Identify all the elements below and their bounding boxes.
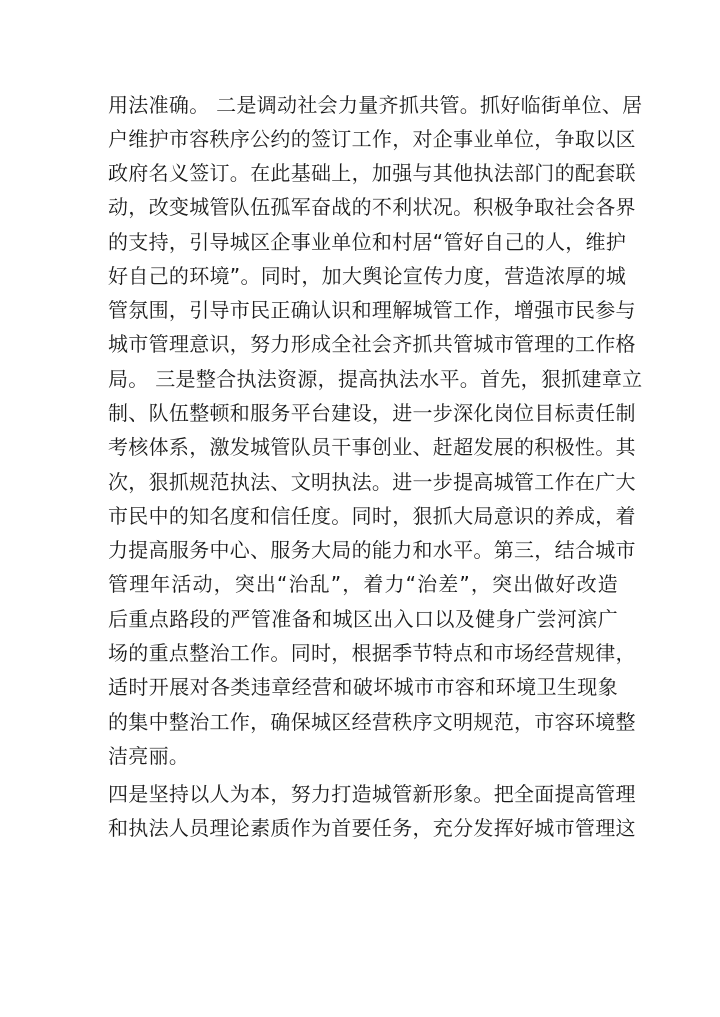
text-line: 的支持，引导城区企事业单位和村居“管好自己的人，维护 (108, 230, 627, 254)
text-line: 适时开展对各类违章经营和破坏城市市容和环境卫生现象 (108, 675, 618, 699)
text-line: 四是坚持以人为本，努力打造城管新形象。把全面提高管理 (108, 782, 636, 806)
text-line: 制、队伍整顿和服务平台建设，进一步深化岗位目标责任制 (108, 401, 636, 425)
text-line: 管理年活动，突出“治乱”，着力“治差”，突出做好改造 (108, 572, 618, 596)
text-line: 的集中整治工作，确保城区经营秩序文明规范，市容环境整 (108, 710, 636, 734)
text-line: 次，狠抓规范执法、文明执法。进一步提高城管工作在广大 (108, 470, 636, 494)
text-line: 动，改变城管队伍孤军奋战的不利状况。积极争取社会各界 (108, 195, 636, 219)
text-line: 市民中的知名度和信任度。同时，狠抓大局意识的养成，着 (108, 504, 636, 528)
text-line: 政府名义签订。在此基础上，加强与其他执法部门的配套联 (108, 161, 636, 185)
text-line: 洁亮丽。 (108, 744, 190, 768)
text-line: 场的重点整治工作。同时，根据季节特点和市场经营规律， (108, 641, 636, 665)
text-line: 和执法人员理论素质作为首要任务，充分发挥好城市管理这 (108, 816, 636, 840)
text-line: 用法准确。 二是调动社会力量齐抓共管。抓好临街单位、居 (108, 93, 643, 117)
text-line: 好自己的环境”。同时，加大舆论宣传力度，营造浓厚的城 (108, 264, 627, 288)
text-line: 后重点路段的严管准备和城区出入口以及健身广尝河滨广 (108, 607, 618, 631)
text-line: 力提高服务中心、服务大局的能力和水平。第三，结合城市 (108, 538, 636, 562)
text-line: 户维护市容秩序公约的签订工作，对企事业单位，争取以区 (108, 127, 636, 151)
text-line: 考核体系，激发城管队员干事创业、赶超发展的积极性。其 (108, 435, 636, 459)
text-line: 城市管理意识，努力形成全社会齐抓共管城市管理的工作格 (108, 332, 636, 356)
text-line: 管氛围，引导市民正确认识和理解城管工作，增强市民参与 (108, 298, 636, 322)
text-line: 局。 三是整合执法资源，提高执法水平。首先，狠抓建章立 (108, 367, 643, 391)
